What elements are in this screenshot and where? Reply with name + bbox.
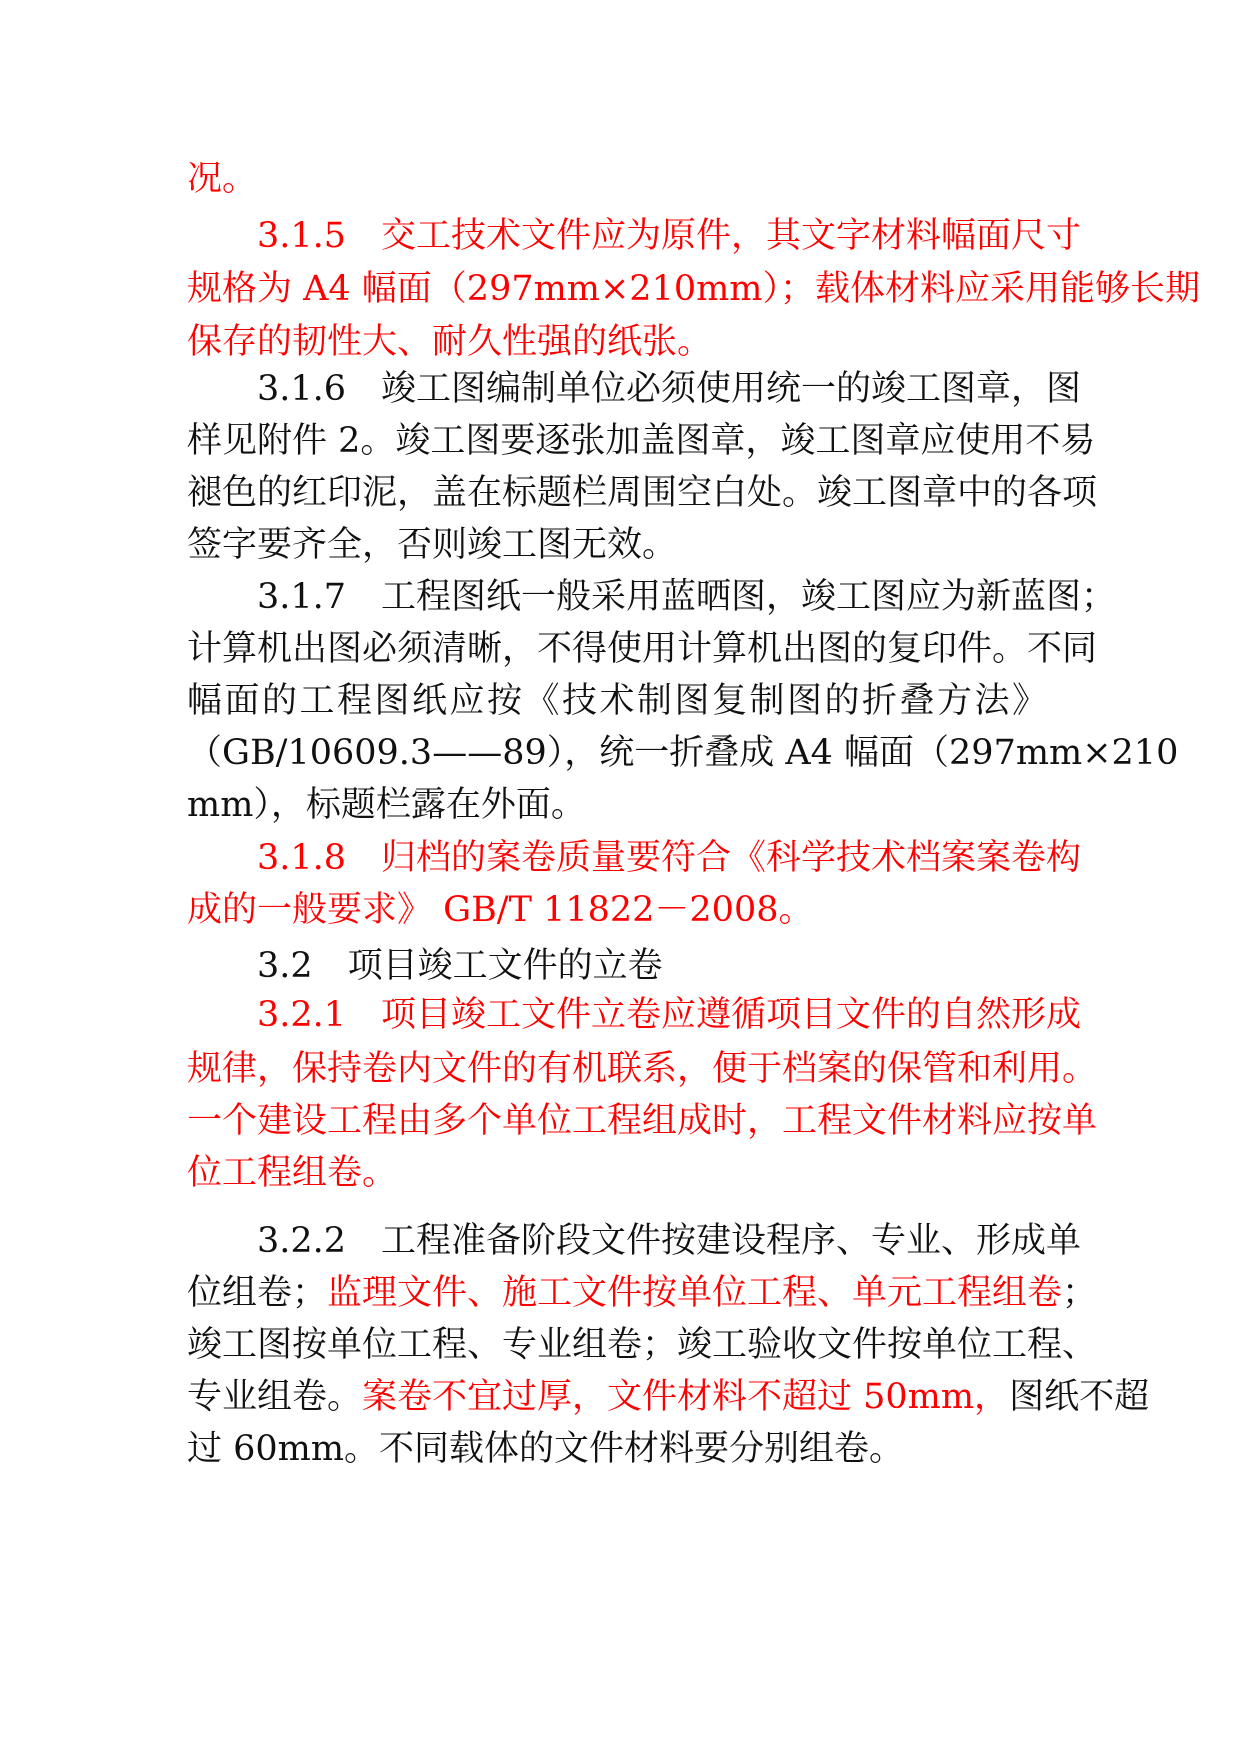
text-line <box>187 518 1047 572</box>
text-line <box>187 1318 1098 1372</box>
text-line <box>187 1042 1098 1096</box>
highlighted-text: 成的一般要求》 GB/T 11822－2008。 <box>187 890 814 930</box>
body-text: 竣工图按单位工程、专业组卷；竣工验收文件按单位工程、 <box>187 1325 1098 1365</box>
body-text: （GB/10609.3——89），统一折叠成 A4 幅面（297mm×210 <box>187 733 1179 773</box>
highlighted-text: 案卷不宜过厚，文件材料不超过 50mm， <box>362 1377 1010 1417</box>
highlighted-text: 况。 <box>187 159 258 199</box>
body-text: 过 60mm。不同载体的文件材料要分别组卷。 <box>187 1429 905 1469</box>
text-line <box>187 1266 1098 1320</box>
body-text: 3.1.7 工程图纸一般采用蓝晒图，竣工图应为新蓝图； <box>257 577 1117 617</box>
text-line <box>187 414 1096 468</box>
text-line <box>187 831 1082 885</box>
body-text: 位组卷； <box>187 1273 328 1313</box>
body-text: 3.1.6 竣工图编制单位必须使用统一的竣工图章，图 <box>257 369 1082 409</box>
highlighted-text: 3.1.8 归档的案卷质量要符合《科学技术档案案卷构 <box>257 838 1082 878</box>
text-line <box>187 570 1117 624</box>
body-text: 计算机出图必须清晰，不得使用计算机出图的复印件。不同 <box>187 629 1098 669</box>
body-text: ； <box>1062 1273 1098 1313</box>
text-line <box>187 1370 1150 1424</box>
text-line <box>187 362 1082 416</box>
body-text: 褪色的红印泥，盖在标题栏周围空白处。竣工图章中的各项 <box>187 473 1098 513</box>
body-text: 幅面的工程图纸应按《技术制图复制图的折叠方法》 <box>187 681 1047 721</box>
text-line <box>187 674 1047 728</box>
text-line <box>187 988 1082 1042</box>
highlighted-text: 一个建设工程由多个单位工程组成时，工程文件材料应按单 <box>187 1101 1098 1141</box>
body-text: 专业组卷。 <box>187 1377 363 1417</box>
highlighted-text: 规格为 A4 幅面（297mm×210mm）；载体材料应采用能够长期 <box>187 269 1200 309</box>
highlighted-text: 3.1.5 交工技术文件应为原件，其文字材料幅面尺寸 <box>257 216 1082 256</box>
body-text: 3.2 项目竣工文件的立卷 <box>257 946 663 986</box>
text-line <box>187 778 1047 832</box>
text-line <box>187 315 1047 369</box>
highlighted-text: 保存的韧性大、耐久性强的纸张。 <box>187 322 713 362</box>
text-line <box>187 1094 1098 1148</box>
body-text: mm），标题栏露在外面。 <box>187 785 586 825</box>
highlighted-text: 位工程组卷。 <box>187 1153 398 1193</box>
body-text: 样见附件 2。竣工图要逐张加盖图章，竣工图章应使用不易 <box>187 421 1096 461</box>
text-line <box>187 262 1200 316</box>
highlighted-text: 3.2.1 项目竣工文件立卷应遵循项目文件的自然形成 <box>257 995 1082 1035</box>
text-line <box>187 1146 1047 1200</box>
text-line <box>187 1422 1047 1476</box>
highlighted-text: 规律，保持卷内文件的有机联系，便于档案的保管和利用。 <box>187 1049 1098 1089</box>
text-line <box>187 622 1098 676</box>
text-line <box>187 209 1082 263</box>
body-text: 签字要齐全，否则竣工图无效。 <box>187 525 678 565</box>
text-line <box>187 726 1179 780</box>
text-line <box>187 939 1047 993</box>
body-text: 3.2.2 工程准备阶段文件按建设程序、专业、形成单 <box>257 1221 1082 1261</box>
text-line <box>187 466 1098 520</box>
text-line <box>187 152 1047 206</box>
body-text: 图纸不超 <box>1009 1377 1150 1417</box>
text-line <box>187 1214 1082 1268</box>
text-line <box>187 883 1047 937</box>
highlighted-text: 监理文件、施工文件按单位工程、单元工程组卷 <box>327 1273 1063 1313</box>
